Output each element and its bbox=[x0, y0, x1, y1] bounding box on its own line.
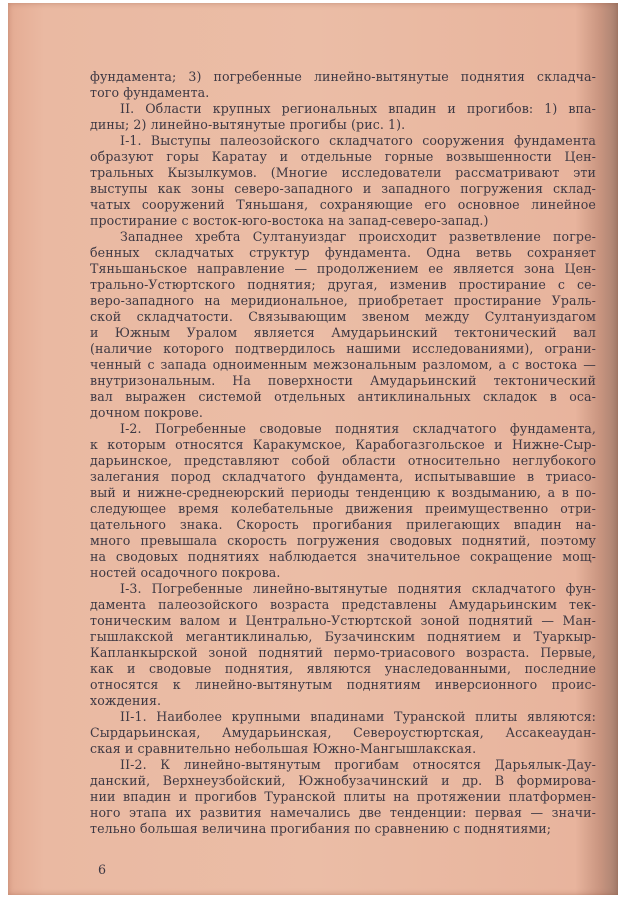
text-line: тоническим валом и Центрально-Устюртской зоной поднятий — Ман- bbox=[90, 613, 596, 628]
text-line: бенных складчатых структур фундамента. Одна ветвь сохраняет bbox=[90, 245, 596, 260]
text-line: нии впадин и прогибов Туранской плиты на протяжении платформен- bbox=[90, 789, 596, 804]
page-number: 6 bbox=[98, 862, 107, 877]
paragraph bbox=[90, 709, 596, 757]
text-line: к которым относятся Каракумское, Карабогазгольское и Нижне-Сыр- bbox=[90, 437, 596, 452]
text-line: Тяньшаньское направление — продолжением ее является зона Цен- bbox=[90, 261, 596, 276]
text-line: простирание с восток-юго-востока на запад-северо-запад.) bbox=[90, 213, 489, 228]
text-line: и Южным Уралом является Амударьинский тектонический вал bbox=[90, 325, 596, 340]
text-line: на сводовых поднятиях наблюдается значительное сокращение мощ- bbox=[90, 549, 596, 564]
text-line: гышлакской мегантиклиналью, Бузачинским поднятием и Туаркыр- bbox=[90, 629, 596, 644]
text-line: (наличие которого подтвердилось нашими исследованиями), ограни- bbox=[90, 341, 596, 356]
text-line: II-2. К линейно-вытянутым прогибам относятся Дарьялык-Дау- bbox=[120, 757, 596, 772]
text-line: следующее время колебательные движения преимущественно отри- bbox=[90, 501, 596, 516]
text-line: тельно большая величина прогибания по сравнению с поднятиями; bbox=[90, 821, 552, 836]
text-line: относятся к линейно-вытянутым поднятиям инверсионного проис- bbox=[90, 677, 596, 692]
text-line: II-1. Наиболее крупными впадинами Туранской плиты являются: bbox=[120, 709, 596, 724]
paragraph bbox=[90, 133, 596, 229]
paragraph bbox=[90, 69, 596, 101]
text-line: Капланкырской зоной поднятий пермо-триасового возраста. Первые, bbox=[90, 645, 596, 660]
text-line: I-2. Погребенные сводовые поднятия складчатого фундамента, bbox=[120, 421, 596, 436]
text-line: ностей осадочного покрова. bbox=[90, 565, 281, 580]
text-line: I-1. Выступы палеозойского складчатого сооружения фундамента bbox=[120, 133, 596, 148]
text-line: Сырдарьинская, Амударьинская, Североустюртская, Ассакеаудан- bbox=[90, 725, 596, 740]
paragraph bbox=[90, 421, 596, 581]
text-line: чатых сооружений Тяньшаня, сохраняющие его основное линейное bbox=[90, 197, 596, 212]
text-line: залегания пород складчатого фундамента, испытывавшие в триасо- bbox=[90, 469, 596, 484]
text-line: данский, Верхнеузбойский, Южнобузачинский и др. В формирова- bbox=[90, 773, 596, 788]
text-line: выступы как зоны северо-западного и западного погружения склад- bbox=[90, 181, 596, 196]
text-line: как и сводовые поднятия, являются унаследованными, последние bbox=[90, 661, 596, 676]
text-line: дины; 2) линейно-вытянутые прогибы (рис. 1). bbox=[90, 117, 406, 132]
text-line: хождения. bbox=[90, 693, 162, 708]
text-line: дочном покрове. bbox=[90, 405, 203, 420]
body-text bbox=[90, 69, 596, 837]
scanned-page bbox=[8, 3, 618, 895]
text-line: тральных Кызылкумов. (Многие исследователи рассматривают эти bbox=[90, 165, 596, 180]
text-line: ская и сравнительно небольшая Южно-Мангышлакская. bbox=[90, 741, 477, 756]
text-line: трально-Устюртского поднятия; другая, изменив простирание с се- bbox=[90, 277, 596, 292]
text-line: вал выражен системой отдельных антиклинальных складок в оса- bbox=[90, 389, 596, 404]
text-line: фундамента; 3) погребенные линейно-вытянутые поднятия складча- bbox=[90, 69, 596, 84]
text-line: образуют горы Каратау и отдельные горные возвышенности Цен- bbox=[90, 149, 596, 164]
text-line: вый и нижне-среднеюрский периоды тенденцию к воздыманию, а в по- bbox=[90, 485, 596, 500]
paragraph bbox=[90, 757, 596, 837]
text-line: ченный с запада одноименным межзональным разломом, а с востока — bbox=[90, 357, 596, 372]
text-line: цательного знака. Скорость прогибания прилегающих впадин на- bbox=[90, 517, 596, 532]
text-line: ской складчатости. Связывающим звеном между Султануиздагом bbox=[90, 309, 596, 324]
text-line: дарьинское, представляют собой области относительно неглубокого bbox=[90, 453, 596, 468]
text-line: дамента палеозойского возраста представлены Амударьинским тек- bbox=[90, 597, 596, 612]
paragraph bbox=[90, 101, 596, 133]
text-line: ного этапа их развития намечались две тенденции: первая — значи- bbox=[90, 805, 596, 820]
paragraph bbox=[90, 229, 596, 421]
text-line: много превышала скорость погружения сводовых поднятий, поэтому bbox=[90, 533, 596, 548]
text-line: II. Области крупных региональных впадин и прогибов: 1) впа- bbox=[120, 101, 596, 116]
text-line: того фундамента. bbox=[90, 85, 210, 100]
text-line: Западнее хребта Султануиздаг происходит разветвление погре- bbox=[120, 229, 596, 244]
text-line: внутризональным. На поверхности Амударьинский тектонический bbox=[90, 373, 596, 388]
text-line: I-3. Погребенные линейно-вытянутые поднятия складчатого фун- bbox=[120, 581, 596, 596]
paragraph bbox=[90, 581, 596, 709]
text-line: веро-западного на меридиональное, приобретает простирание Ураль- bbox=[90, 293, 596, 308]
